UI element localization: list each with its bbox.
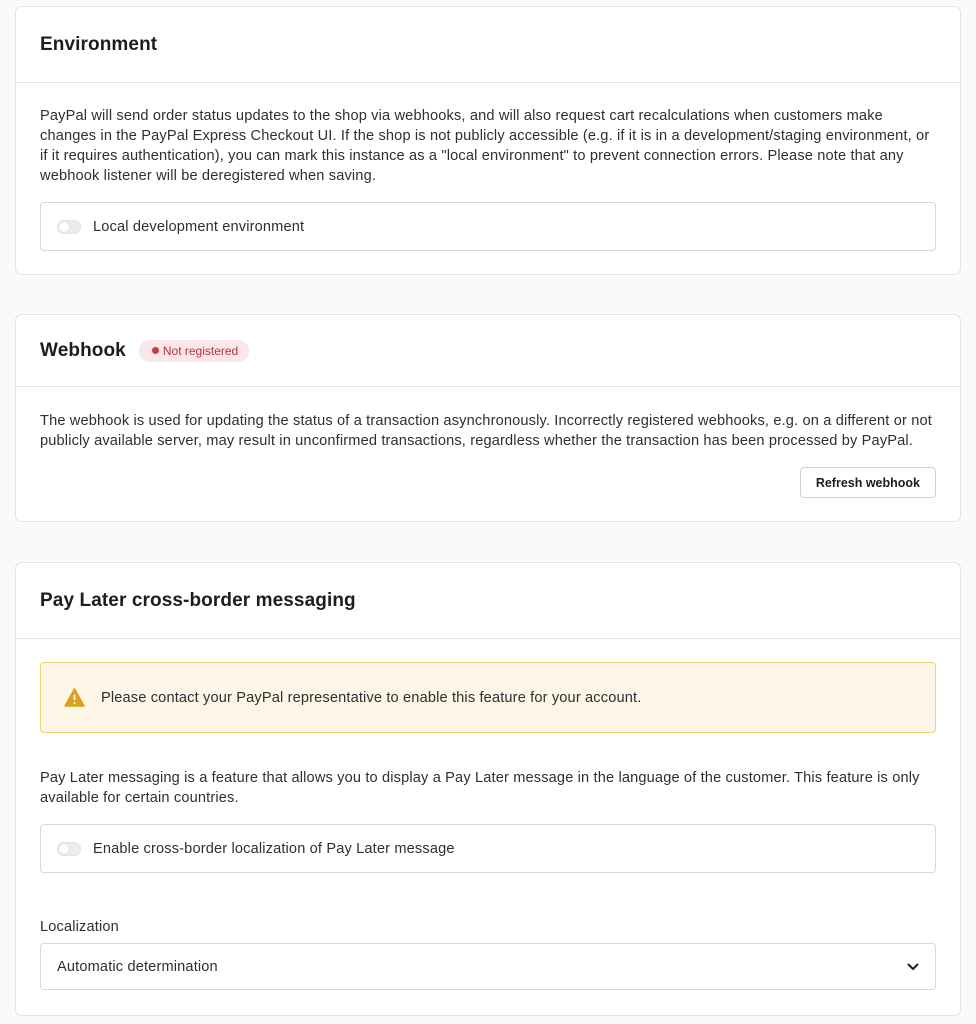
pay-later-header xyxy=(16,563,960,639)
chevron-down-icon xyxy=(907,963,919,971)
environment-description: PayPal will send order status updates to the shop via webhooks, and will also request cart recalculations when customers make changes in the PayPal Express Checkout UI. If the shop is not publicly accessible (e.g. if it is in a development/staging environment, or if it requires authentication), you can mark this instance as a "local environment" to prevent connection errors. Please note that any webhook listener will be deregistered when saving. xyxy=(40,108,930,184)
localization-label: Localization xyxy=(40,919,119,935)
cross-border-toggle-row[interactable] xyxy=(40,824,936,873)
webhook-title: Webhook xyxy=(40,339,126,361)
cross-border-toggle[interactable] xyxy=(57,842,81,856)
status-dot-icon xyxy=(152,347,159,354)
pay-later-card xyxy=(15,562,961,1016)
local-environment-label: Local development environment xyxy=(93,218,305,235)
refresh-webhook-button[interactable]: Refresh webhook xyxy=(800,467,936,498)
toggle-knob xyxy=(59,844,69,854)
webhook-header xyxy=(16,315,960,387)
webhook-description: The webhook is used for updating the status of a transaction asynchronously. Incorrectly registered webhooks, e.g. on a different or not publicly available server, may result in unconfirmed transactions, regardless whether the transaction has been processed by PayPal. xyxy=(40,413,932,449)
localization-field xyxy=(40,919,936,990)
toggle-knob xyxy=(59,222,69,232)
webhook-body xyxy=(16,387,960,522)
status-badge xyxy=(139,340,249,362)
pay-later-title: Pay Later cross-border messaging xyxy=(40,589,356,611)
localization-selected-value: Automatic determination xyxy=(57,958,218,975)
pay-later-description: Pay Later messaging is a feature that allows you to display a Pay Later message in the language of the customer. This feature is only available for certain countries. xyxy=(40,770,920,806)
local-environment-toggle[interactable] xyxy=(57,220,81,234)
pay-later-body xyxy=(16,639,960,1014)
status-badge-label: Not registered xyxy=(162,343,239,358)
local-environment-toggle-row[interactable] xyxy=(40,202,936,251)
environment-card xyxy=(15,6,961,275)
webhook-card xyxy=(15,314,961,522)
environment-title: Environment xyxy=(40,33,158,55)
cross-border-label: Enable cross-border localization of Pay Later message xyxy=(93,840,455,857)
warning-alert-text: Please contact your PayPal representative to enable this feature for your account. xyxy=(101,689,642,706)
environment-header xyxy=(16,7,960,83)
localization-select[interactable] xyxy=(40,943,936,990)
warning-icon xyxy=(64,688,85,707)
environment-body xyxy=(16,83,960,275)
webhook-actions xyxy=(40,467,936,498)
warning-alert xyxy=(40,662,936,733)
